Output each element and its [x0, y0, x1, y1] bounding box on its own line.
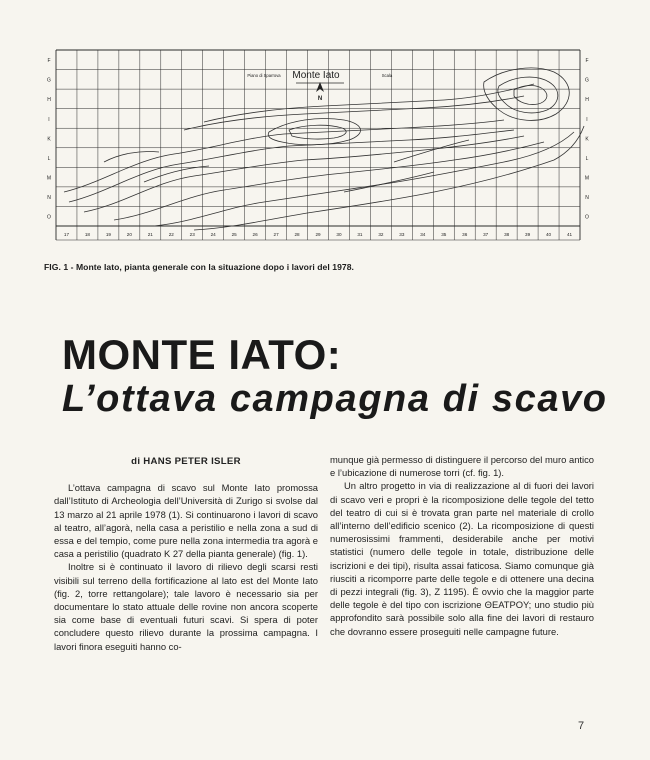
row-label: L: [585, 155, 589, 162]
map-title: Monte Iato: [292, 70, 340, 81]
site-plan-map: [44, 42, 592, 257]
contour-line: [498, 77, 558, 113]
row-label: G: [585, 77, 589, 84]
row-label: F: [585, 58, 589, 65]
row-label: K: [585, 136, 589, 143]
col-label: 38: [504, 232, 510, 237]
site-plan-figure: [44, 42, 592, 257]
col-label: 30: [336, 232, 342, 237]
col-label: 33: [399, 232, 405, 237]
row-label: N: [47, 195, 51, 202]
row-label: K: [47, 136, 51, 143]
map-label-right: Scala: [381, 73, 393, 78]
contour-line: [394, 140, 469, 162]
col-label: 41: [566, 232, 573, 237]
col-label: 37: [483, 232, 489, 237]
col-label: 29: [315, 232, 321, 237]
map-contours: [64, 68, 584, 230]
map-label-left: Piano di Sparrova: [247, 73, 281, 78]
col-label: 35: [441, 232, 447, 237]
col-label: 25: [231, 232, 237, 237]
col-label: 31: [357, 232, 363, 237]
row-label: F: [47, 58, 51, 65]
col-label: 17: [63, 232, 70, 237]
col-label: 26: [252, 232, 258, 237]
contour-line: [194, 126, 584, 230]
col-label: 34: [420, 232, 426, 237]
col-label: 19: [105, 232, 111, 237]
article-title-line2: L’ottava campagna di scavo: [62, 378, 608, 420]
contour-line: [104, 151, 159, 162]
row-label: L: [47, 155, 51, 162]
col-label: 23: [189, 232, 195, 237]
row-label: H: [47, 97, 51, 104]
paragraph: L’ottava campagna di scavo sul Monte Iato promossa dall’Istituto di Archeologia dell’Università di Zurigo si svolse dal 13 marzo al 21 aprile 1978 (1). Si continuarono i lavori di scavo al teatro, all’agorà, nella casa a peristilio e nella zona a sud di essa e del tempio, come pure nella zona intermedia tra agorà e casa a peristilio (quadrato K 27 della pianta generale) (fig. 1).: [54, 482, 318, 560]
paragraph: Inoltre si è continuato il lavoro di rilievo degli scarsi resti visibili sul terreno della fortificazione al lato est del Monte Iato (fig. 2, torre rettangolare); tale lavoro è necessario sia per documentare lo stato attuale delle rovine non ancora scoperte sia come base di eventuali futuri scavi. Si spera di poter concludere questo rilievo durante la prossima campagna. I lavori finora eseguiti hanno co-: [54, 561, 318, 652]
col-label: 20: [126, 232, 132, 237]
text-column-left: [54, 453, 318, 653]
contour-line: [204, 84, 534, 122]
text-column-right: [330, 453, 594, 638]
contour-line: [344, 172, 434, 192]
row-label: O: [585, 214, 589, 221]
row-label: I: [48, 116, 50, 123]
col-label: 24: [210, 232, 216, 237]
contour-line: [84, 136, 524, 212]
contour-line: [114, 142, 544, 220]
contour-line: [64, 120, 504, 192]
row-label: M: [46, 175, 52, 182]
col-label: 28: [294, 232, 300, 237]
page-number: 7: [578, 720, 585, 732]
row-label: I: [586, 116, 588, 123]
paragraph: Un altro progetto in via di realizzazione al di fuori dei lavori di scavo veri e propri è la ricomposizione delle tegole del tetto del teatro di cui si è trovata gran parte nel materiale di crollo all’interno dell’edificio scenico (2). La ricomposizione di questi numerosissimi frammenti, desiderabile anche per motivi statistici (numero delle tegole in totale, distribuzione delle iscrizioni e dei tipi), risulta assai faticosa. Siamo comunque già riusciti a ricomporre parte delle tegole e di ottenere una decina di pezzi integrali (fig. 3), Z 1195). È ovvio che la maggior parte delle tegole è del tipo con iscrizione ΘEATPOY; uno studio più approfondito sarà possibile solo alla fine dei lavori di restauro che dovranno essere proseguiti nelle campagne future.: [330, 480, 594, 637]
col-label: 22: [168, 232, 174, 237]
row-label: N: [585, 195, 589, 202]
col-label: 21: [147, 232, 153, 237]
row-label: H: [585, 97, 589, 104]
north-arrow-icon: [316, 82, 324, 92]
figure-caption: FIG. 1 - Monte Iato, pianta generale con la situazione dopo i lavori del 1978.: [44, 262, 354, 272]
article-title-line1: MONTE IATO:: [62, 331, 342, 378]
byline: di HANS PETER ISLER: [131, 456, 241, 467]
col-label: 32: [378, 232, 384, 237]
paragraph: munque già permesso di distinguere il percorso del muro antico e l’ubicazione di numerose torri (cf. fig. 1).: [330, 454, 594, 479]
col-label: 39: [525, 232, 531, 237]
col-label: 36: [462, 232, 468, 237]
col-label: 40: [545, 232, 552, 237]
contour-line: [69, 130, 514, 202]
col-label: 18: [84, 232, 91, 237]
row-label: O: [47, 214, 51, 221]
contour-line: [184, 96, 524, 130]
row-label: G: [47, 77, 51, 84]
contour-line: [268, 119, 360, 145]
row-label: M: [584, 175, 590, 182]
contour-line: [514, 86, 547, 105]
col-label: 27: [273, 232, 279, 237]
north-label: N: [317, 96, 323, 102]
